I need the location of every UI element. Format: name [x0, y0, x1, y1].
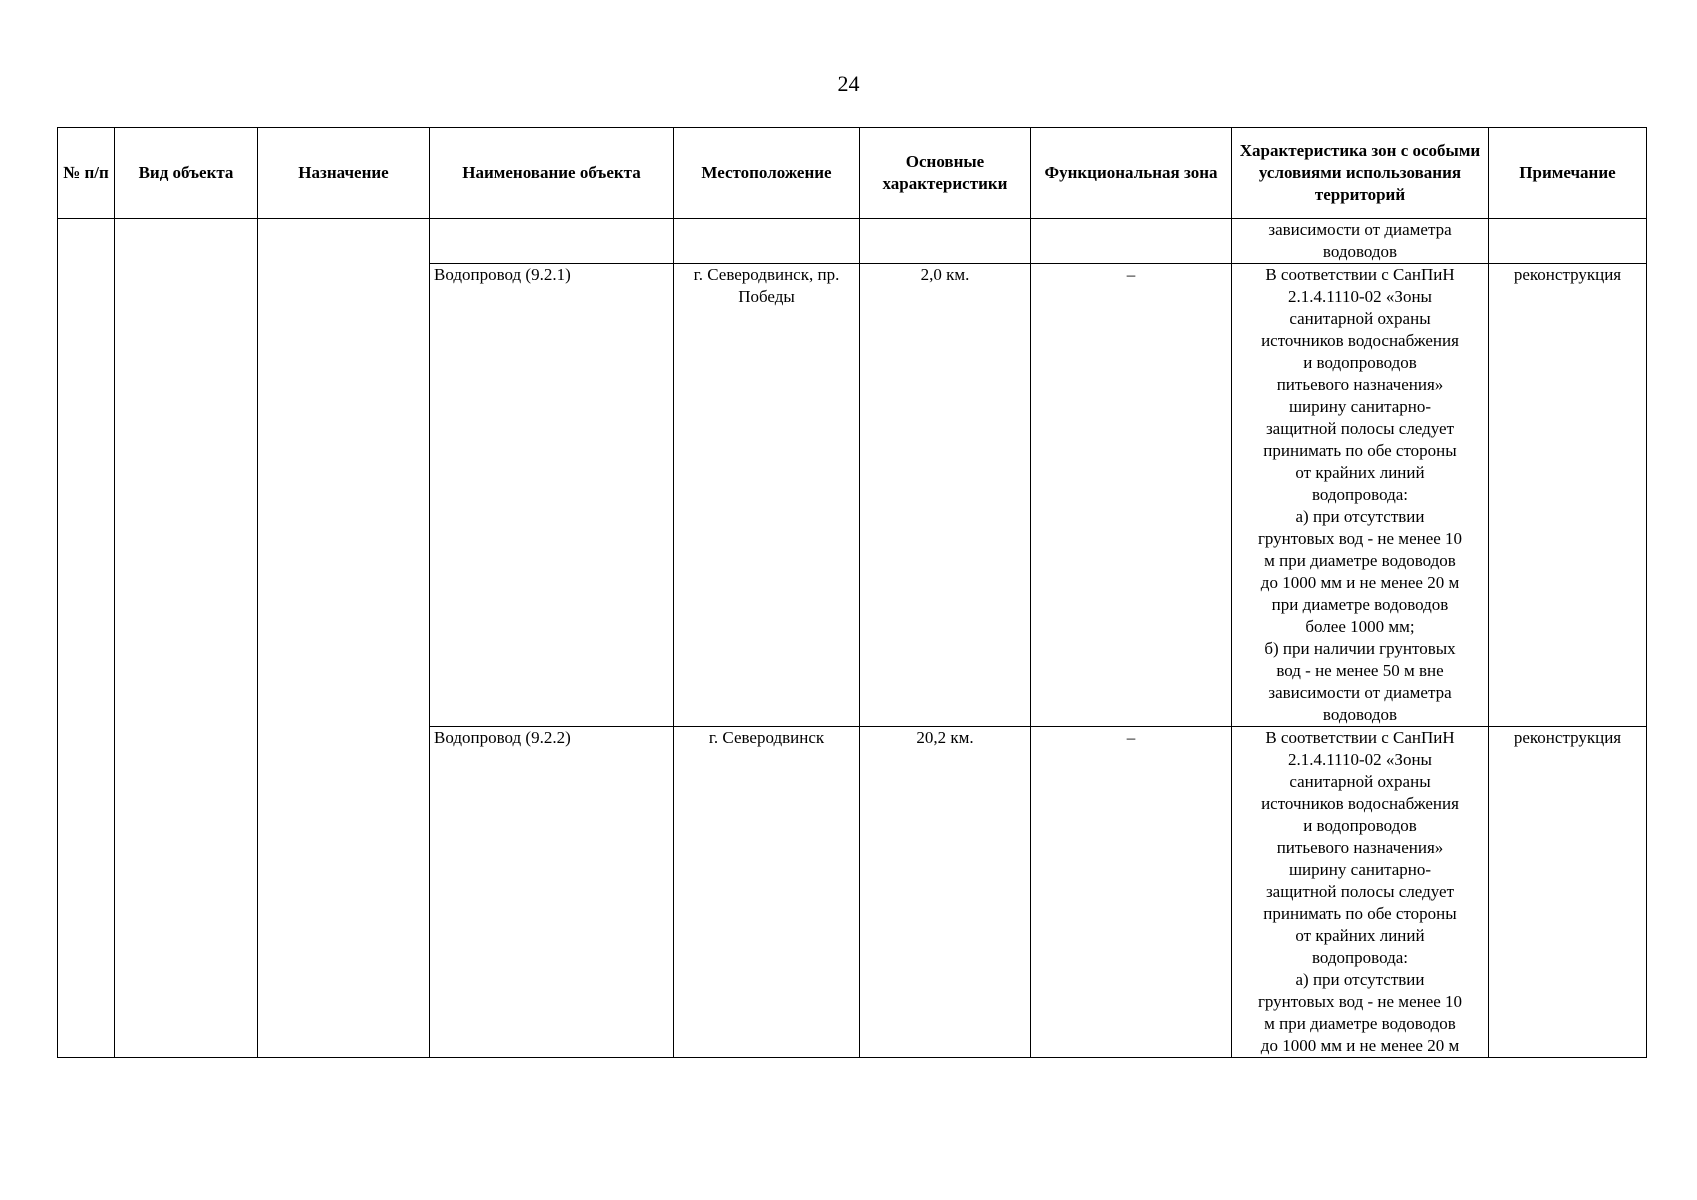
cell-purpose — [258, 219, 430, 1058]
zone-text-line: грунтовых вод - не менее 10 — [1257, 529, 1463, 548]
cell-note: реконструкция — [1489, 727, 1647, 1058]
cell-note — [1489, 219, 1647, 264]
header-purpose: Назначение — [258, 128, 430, 219]
zone-text-line: грунтовых вод - не менее 10 — [1257, 992, 1463, 1011]
table-header-row — [58, 128, 1647, 219]
cell-main-chars — [860, 219, 1031, 264]
zone-text-line: принимать по обе стороны — [1263, 904, 1457, 923]
zone-text-line: до 1000 мм и не менее 20 м — [1260, 1036, 1460, 1055]
zone-text-line: источников водоснабжения — [1261, 794, 1459, 813]
zone-text-line: при диаметре водоводов — [1271, 595, 1449, 614]
cell-note: реконструкция — [1489, 264, 1647, 727]
zone-text-line: ширину санитарно- — [1288, 860, 1432, 879]
zone-text-line: более 1000 мм; — [1305, 617, 1415, 636]
header-note: Примечание — [1489, 128, 1647, 219]
cell-num — [58, 219, 115, 1058]
page-number: 24 — [837, 71, 860, 96]
cell-name: Водопровод (9.2.1) — [430, 264, 674, 727]
zone-text-line: зависимости от диаметра — [1268, 683, 1452, 702]
zone-text-line: принимать по обе стороны — [1263, 441, 1457, 460]
header-num: № п/п — [58, 128, 115, 219]
zone-text-line: вод - не менее 50 м вне — [1276, 661, 1444, 680]
cell-func-zone: – — [1031, 264, 1232, 727]
cell-main-chars: 2,0 км. — [860, 264, 1031, 727]
zone-text-line: питьевого назначения» — [1276, 838, 1444, 857]
zone-text-line: и водопроводов — [1303, 816, 1417, 835]
header-location: Местоположение — [674, 128, 860, 219]
cell-kind — [115, 219, 258, 1058]
zone-text-line: а) при отсутствии — [1295, 507, 1425, 526]
zone-text-line: питьевого назначения» — [1276, 375, 1444, 394]
cell-main-chars: 20,2 км. — [860, 727, 1031, 1058]
table-row — [58, 219, 1647, 264]
cell-name — [430, 219, 674, 264]
zone-text-line: м при диаметре водоводов — [1264, 1014, 1456, 1033]
zone-text-line: водоводов — [1322, 705, 1398, 724]
zone-text-line: В соответствии с СанПиН — [1265, 728, 1455, 747]
cell-zone-chars — [1232, 727, 1489, 1058]
header-zone-chars: Характеристика зон с особыми условиями использования территорий — [1232, 128, 1489, 219]
objects-table — [57, 127, 1647, 1058]
cell-func-zone: – — [1031, 727, 1232, 1058]
zone-text-line: В соответствии с СанПиН — [1265, 265, 1455, 284]
cell-name: Водопровод (9.2.2) — [430, 727, 674, 1058]
header-name: Наименование объекта — [430, 128, 674, 219]
zone-text-line: водопровода: — [1311, 948, 1408, 967]
zone-text-line: ширину санитарно- — [1288, 397, 1432, 416]
cell-location: г. Северодвинск, пр. Победы — [674, 264, 860, 727]
cell-location — [674, 219, 860, 264]
cell-func-zone — [1031, 219, 1232, 264]
zone-text-line: зависимости от диаметра — [1268, 220, 1452, 239]
zone-text-line: от крайних линий — [1295, 463, 1425, 482]
zone-text-line: б) при наличии грунтовых — [1264, 639, 1456, 658]
zone-text-line: от крайних линий — [1295, 926, 1425, 945]
zone-text-line: санитарной охраны — [1289, 309, 1431, 328]
zone-text-line: 2.1.4.1110-02 «Зоны — [1288, 750, 1432, 769]
zone-text-line: до 1000 мм и не менее 20 м — [1260, 573, 1460, 592]
zone-text-line: 2.1.4.1110-02 «Зоны — [1288, 287, 1432, 306]
cell-zone-chars — [1232, 264, 1489, 727]
header-kind: Вид объекта — [115, 128, 258, 219]
zone-text-line: защитной полосы следует — [1265, 419, 1455, 438]
header-main-chars: Основные характеристики — [860, 128, 1031, 219]
cell-zone-chars — [1232, 219, 1489, 264]
zone-text-line: а) при отсутствии — [1295, 970, 1425, 989]
zone-text-line: водоводов — [1322, 242, 1398, 261]
zone-text-line: источников водоснабжения — [1261, 331, 1459, 350]
header-func-zone: Функциональная зона — [1031, 128, 1232, 219]
zone-text-line: и водопроводов — [1303, 353, 1417, 372]
zone-text-line: защитной полосы следует — [1265, 882, 1455, 901]
zone-text-line: санитарной охраны — [1289, 772, 1431, 791]
cell-location: г. Северодвинск — [674, 727, 860, 1058]
zone-text-line: водопровода: — [1311, 485, 1408, 504]
zone-text-line: м при диаметре водоводов — [1264, 551, 1456, 570]
